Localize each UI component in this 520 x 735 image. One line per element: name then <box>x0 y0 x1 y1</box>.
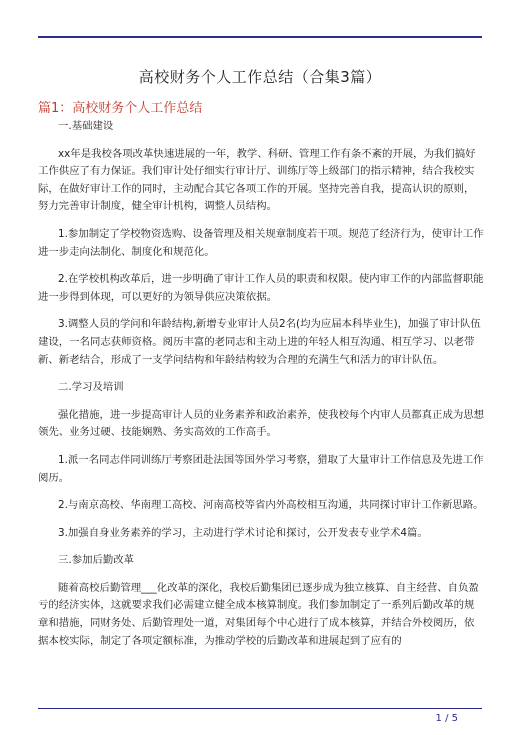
list-item: 1.派一名同志伴同训练厅考察团赴法国等国外学习考察，猎取了大量审计工作信息及先进工作阅历。 <box>38 453 484 484</box>
subsection-heading: 一.基础建设 <box>58 120 114 132</box>
document-title: 高校财务个人工作总结（合集3篇） <box>138 68 382 86</box>
paragraph: 强化措施，进一步提高审计人员的业务素养和政治素养，使我校每个内审人员都真正成为思想领先、业务过硬、技能娴熟、务实高效的工作高手。 <box>38 408 485 439</box>
document-body <box>38 118 484 660</box>
page-indicator: 1 / 5 <box>435 713 458 724</box>
footer-rule <box>38 708 482 709</box>
paragraph: xx年是我校各项改革快速进展的一年，教学、科研、管理工作有条不紊的开展，为我们搞好工作供应了有力保证。我们审计处仔细实行审计厅、训练厅等上级部门的指示精神，结合我校实际，在做好审计工作的同时，主动配合其它各项工作的开展。坚持完善自我，提高认识的原则，努力完善审计制度，健全审计机构，调整人员结构。 <box>38 147 476 213</box>
subsection-heading: 三.参加后勤改革 <box>58 554 135 567</box>
header-rule <box>38 36 482 38</box>
list-item: 3.调整人员的学问和年龄结构,新增专业审计人员2名(均为应届本科毕业生)，加强了审计队伍建设，一名同志获师资格。阅历丰富的老同志和主动上进的年轻人相互沟通、相互学习、以老带新、新老结合，形成了一支学问结构和年龄结构较为合理的充满生气和活力的审计队伍。 <box>38 318 481 366</box>
section-heading: 篇1：高校财务个人工作总结 <box>38 101 203 116</box>
list-item: 3.加强自身业务素养的学习，主动进行学术讨论和探讨，公开发表专业学术4篇。 <box>58 526 428 539</box>
paragraph: 随着高校后勤管理___化改革的深化，我校后勤集团已逐步成为独立核算、自主经营、自负盈亏的经济实体，这就要求我们必需建立健全成本核算制度。我们参加制定了一系列后勤改革的规章和措施，同财务处、后勤管理处一道，对集团每个中心进行了成本核算，并结合外校阅历，依据本校实际，制定了各项定额标准，为推动学校的后勤改革和进展起到了应有的 <box>38 581 479 647</box>
subsection-heading: 二.学习及培训 <box>58 381 124 394</box>
list-item: 2.在学校机构改革后，进一步明确了审计工作人员的职责和权限。使内审工作的内部监督职能进一步得到体现，可以更好的为领导供应决策依据。 <box>38 273 484 303</box>
list-item: 1.参加制定了学校物资选购、设备管理及相关规章制度若干项。规范了经济行为，使审计工作进一步走向法制化、制度化和规范化。 <box>38 227 484 258</box>
list-item: 2.与南京高校、华南理工高校、河南高校等省内外高校相互沟通，共同探讨审计工作新思路。 <box>58 499 484 512</box>
